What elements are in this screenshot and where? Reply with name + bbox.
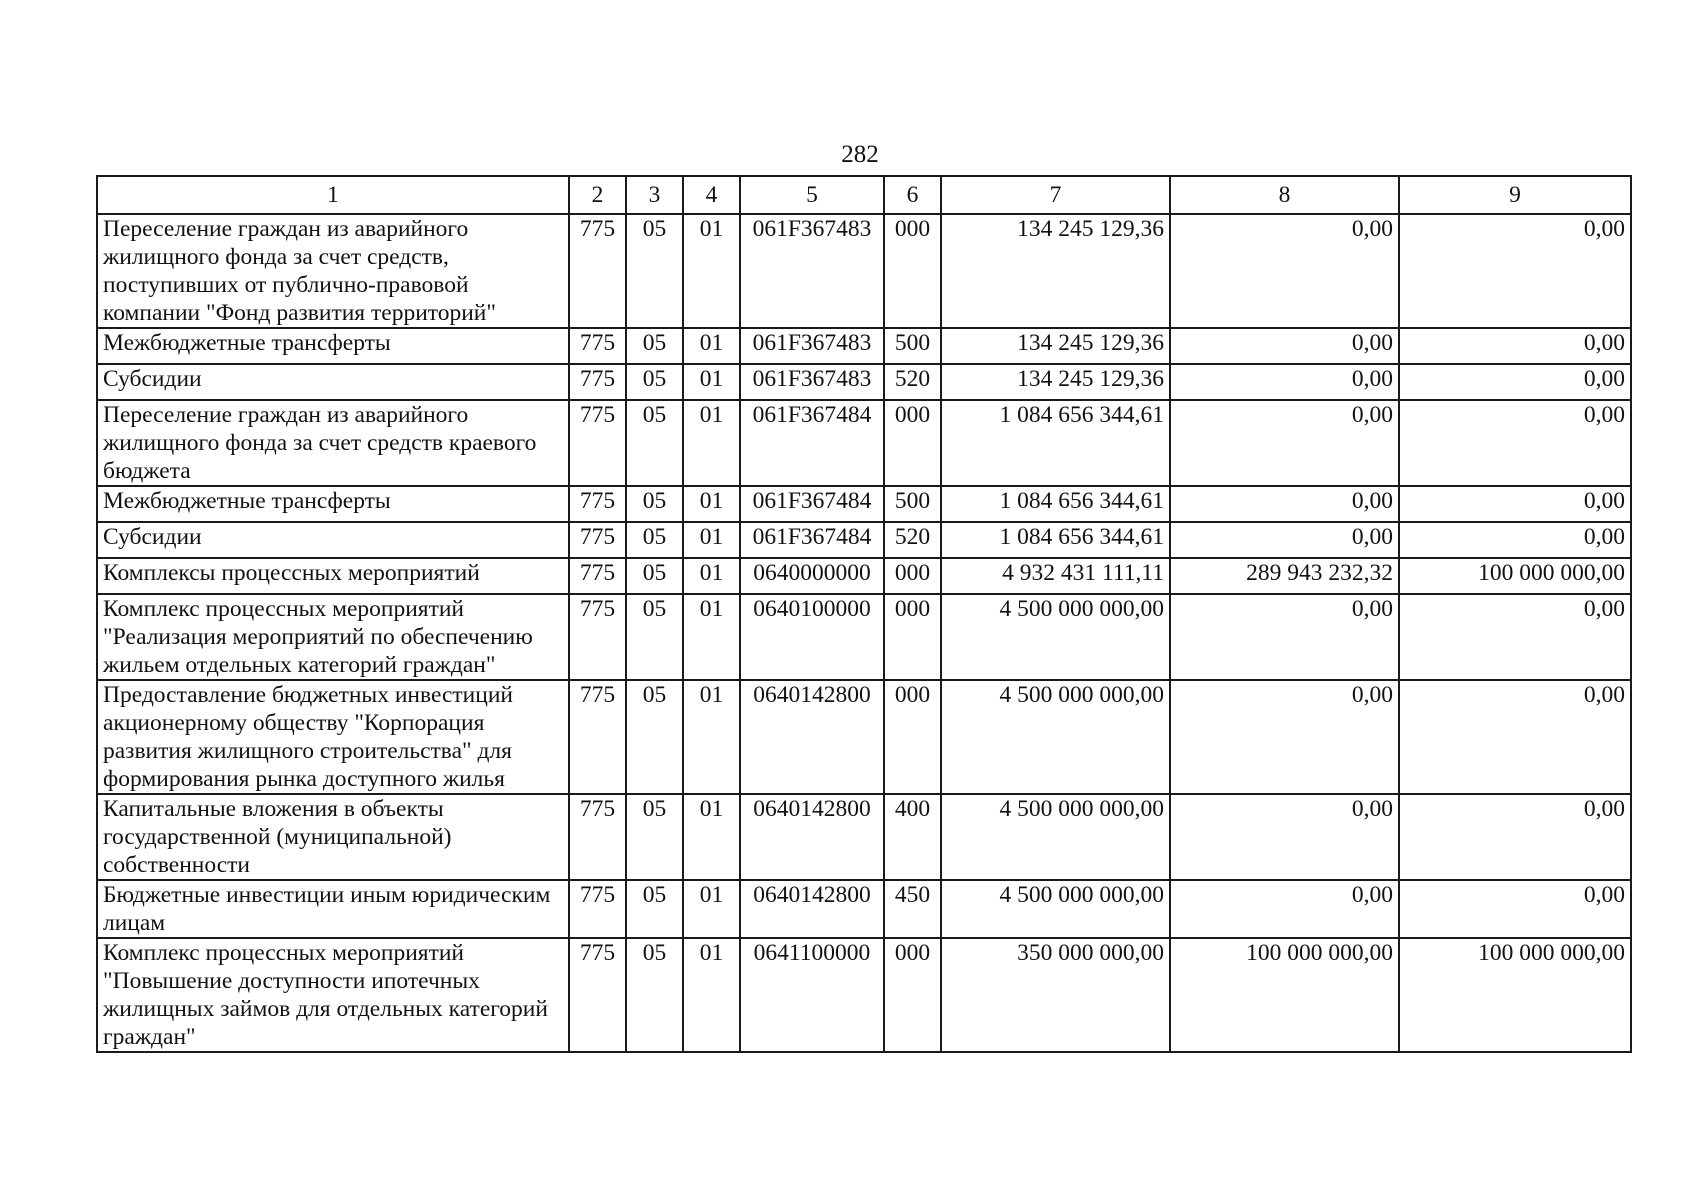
amount-col7: 134 245 129,36	[941, 364, 1170, 400]
amount-col9: 0,00	[1399, 794, 1631, 880]
table-row	[97, 364, 1631, 400]
amount-col8: 0,00	[1170, 400, 1399, 486]
amount-col7: 4 500 000 000,00	[941, 880, 1170, 938]
expense-type-code: 520	[884, 522, 941, 558]
subsection-code: 01	[683, 400, 740, 486]
table-row	[97, 680, 1631, 794]
table-row	[97, 558, 1631, 594]
amount-col7: 134 245 129,36	[941, 214, 1170, 328]
header-row	[97, 176, 1631, 214]
amount-col9: 100 000 000,00	[1399, 558, 1631, 594]
amount-col9: 0,00	[1399, 328, 1631, 364]
grbs-code: 775	[569, 522, 626, 558]
expense-type-code: 450	[884, 880, 941, 938]
row-name: Комплексы процессных мероприятий	[97, 558, 569, 594]
section-code: 05	[626, 880, 683, 938]
section-code: 05	[626, 680, 683, 794]
amount-col7: 1 084 656 344,61	[941, 486, 1170, 522]
amount-col8: 0,00	[1170, 680, 1399, 794]
amount-col8: 289 943 232,32	[1170, 558, 1399, 594]
table-row	[97, 880, 1631, 938]
subsection-code: 01	[683, 214, 740, 328]
amount-col9: 0,00	[1399, 522, 1631, 558]
section-code: 05	[626, 938, 683, 1052]
header-cell: 9	[1399, 176, 1631, 214]
amount-col8: 0,00	[1170, 880, 1399, 938]
subsection-code: 01	[683, 938, 740, 1052]
grbs-code: 775	[569, 680, 626, 794]
amount-col8: 0,00	[1170, 794, 1399, 880]
amount-col9: 0,00	[1399, 364, 1631, 400]
amount-col8: 100 000 000,00	[1170, 938, 1399, 1052]
header-cell: 8	[1170, 176, 1399, 214]
page-number: 282	[841, 141, 879, 168]
target-article-code: 061F367484	[740, 486, 884, 522]
table-row	[97, 328, 1631, 364]
row-name: Переселение граждан из аварийного жилищного фонда за счет средств краевого бюджета	[97, 400, 569, 486]
target-article-code: 061F367483	[740, 364, 884, 400]
expense-type-code: 000	[884, 400, 941, 486]
amount-col9: 0,00	[1399, 400, 1631, 486]
table-row	[97, 400, 1631, 486]
amount-col8: 0,00	[1170, 522, 1399, 558]
section-code: 05	[626, 594, 683, 680]
header-cell: 4	[683, 176, 740, 214]
section-code: 05	[626, 558, 683, 594]
header-cell: 6	[884, 176, 941, 214]
target-article-code: 0640100000	[740, 594, 884, 680]
row-name: Бюджетные инвестиции иным юридическим лицам	[97, 880, 569, 938]
target-article-code: 0640000000	[740, 558, 884, 594]
amount-col8: 0,00	[1170, 594, 1399, 680]
expense-type-code: 520	[884, 364, 941, 400]
amount-col9: 0,00	[1399, 880, 1631, 938]
header-cell: 7	[941, 176, 1170, 214]
amount-col9: 100 000 000,00	[1399, 938, 1631, 1052]
expense-type-code: 000	[884, 938, 941, 1052]
table-row	[97, 594, 1631, 680]
amount-col7: 4 500 000 000,00	[941, 794, 1170, 880]
target-article-code: 061F367483	[740, 214, 884, 328]
row-name: Переселение граждан из аварийного жилищного фонда за счет средств, поступивших от публично-правовой компании "Фонд развития территорий"	[97, 214, 569, 328]
row-name: Субсидии	[97, 522, 569, 558]
grbs-code: 775	[569, 486, 626, 522]
subsection-code: 01	[683, 486, 740, 522]
grbs-code: 775	[569, 400, 626, 486]
expense-type-code: 000	[884, 214, 941, 328]
expense-type-code: 000	[884, 680, 941, 794]
section-code: 05	[626, 364, 683, 400]
row-name: Комплекс процессных мероприятий "Повышение доступности ипотечных жилищных займов для отдельных категорий граждан"	[97, 938, 569, 1052]
section-code: 05	[626, 328, 683, 364]
section-code: 05	[626, 400, 683, 486]
amount-col8: 0,00	[1170, 486, 1399, 522]
grbs-code: 775	[569, 794, 626, 880]
row-name: Предоставление бюджетных инвестиций акционерному обществу "Корпорация развития жилищного строительства" для формирования рынка доступного жилья	[97, 680, 569, 794]
amount-col8: 0,00	[1170, 364, 1399, 400]
section-code: 05	[626, 794, 683, 880]
amount-col9: 0,00	[1399, 486, 1631, 522]
table-row	[97, 214, 1631, 328]
grbs-code: 775	[569, 938, 626, 1052]
subsection-code: 01	[683, 328, 740, 364]
amount-col8: 0,00	[1170, 214, 1399, 328]
row-name: Капитальные вложения в объекты государственной (муниципальной) собственности	[97, 794, 569, 880]
target-article-code: 0640142800	[740, 794, 884, 880]
subsection-code: 01	[683, 594, 740, 680]
row-name: Комплекс процессных мероприятий "Реализация мероприятий по обеспечению жильем отдельных категорий граждан"	[97, 594, 569, 680]
subsection-code: 01	[683, 794, 740, 880]
grbs-code: 775	[569, 364, 626, 400]
amount-col9: 0,00	[1399, 680, 1631, 794]
amount-col8: 0,00	[1170, 328, 1399, 364]
subsection-code: 01	[683, 680, 740, 794]
row-name: Межбюджетные трансферты	[97, 486, 569, 522]
section-code: 05	[626, 522, 683, 558]
expense-type-code: 500	[884, 328, 941, 364]
subsection-code: 01	[683, 364, 740, 400]
expense-type-code: 000	[884, 594, 941, 680]
grbs-code: 775	[569, 214, 626, 328]
grbs-code: 775	[569, 558, 626, 594]
budget-table	[96, 175, 1632, 1053]
subsection-code: 01	[683, 880, 740, 938]
amount-col7: 1 084 656 344,61	[941, 522, 1170, 558]
header-cell: 3	[626, 176, 683, 214]
expense-type-code: 400	[884, 794, 941, 880]
amount-col7: 134 245 129,36	[941, 328, 1170, 364]
target-article-code: 061F367483	[740, 328, 884, 364]
target-article-code: 0640142800	[740, 880, 884, 938]
section-code: 05	[626, 486, 683, 522]
section-code: 05	[626, 214, 683, 328]
amount-col7: 1 084 656 344,61	[941, 400, 1170, 486]
row-name: Субсидии	[97, 364, 569, 400]
amount-col9: 0,00	[1399, 214, 1631, 328]
expense-type-code: 500	[884, 486, 941, 522]
grbs-code: 775	[569, 880, 626, 938]
expense-type-code: 000	[884, 558, 941, 594]
subsection-code: 01	[683, 522, 740, 558]
header-cell: 5	[740, 176, 884, 214]
subsection-code: 01	[683, 558, 740, 594]
table-row	[97, 794, 1631, 880]
grbs-code: 775	[569, 594, 626, 680]
target-article-code: 0640142800	[740, 680, 884, 794]
table-row	[97, 938, 1631, 1052]
amount-col7: 350 000 000,00	[941, 938, 1170, 1052]
grbs-code: 775	[569, 328, 626, 364]
target-article-code: 061F367484	[740, 522, 884, 558]
amount-col7: 4 500 000 000,00	[941, 594, 1170, 680]
target-article-code: 061F367484	[740, 400, 884, 486]
amount-col7: 4 500 000 000,00	[941, 680, 1170, 794]
header-cell: 1	[97, 176, 569, 214]
amount-col7: 4 932 431 111,11	[941, 558, 1170, 594]
header-cell: 2	[569, 176, 626, 214]
row-name: Межбюджетные трансферты	[97, 328, 569, 364]
target-article-code: 0641100000	[740, 938, 884, 1052]
amount-col9: 0,00	[1399, 594, 1631, 680]
table-row	[97, 486, 1631, 522]
table-row	[97, 522, 1631, 558]
